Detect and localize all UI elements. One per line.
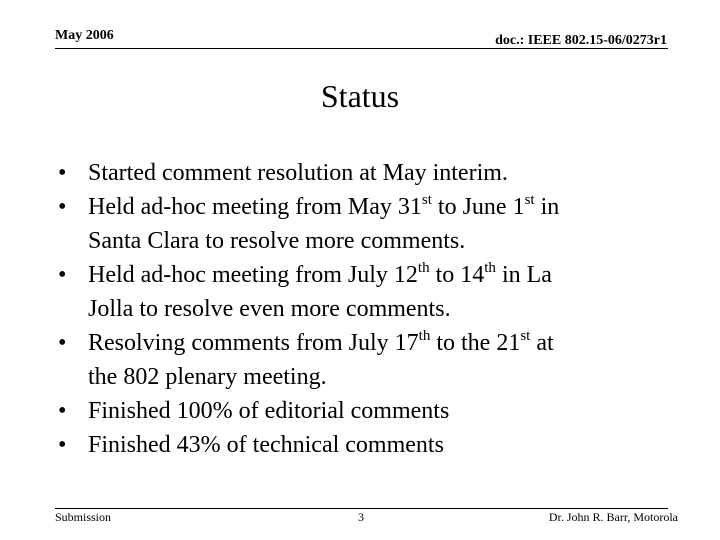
ordinal-suffix: st	[524, 192, 535, 208]
bullet-line	[88, 190, 678, 224]
bullet-text: Santa Clara to resolve more comments.	[88, 228, 466, 254]
bullet-text: Held ad-hoc meeting from July 12	[88, 262, 418, 288]
bullet-text: Jolla to resolve even more comments.	[88, 296, 451, 322]
bullet-line	[88, 292, 678, 326]
bullet-dot-icon: •	[58, 398, 67, 424]
bullet-text: the 802 plenary meeting.	[88, 364, 327, 390]
bullet-text: Resolving comments from July 17	[88, 330, 419, 356]
header-doc-id: doc.: IEEE 802.15-06/0273r1	[495, 33, 667, 48]
bullet-line	[88, 224, 678, 258]
bullet-line	[88, 258, 678, 292]
bullet-text: in La	[495, 262, 552, 288]
bullet-item	[58, 258, 678, 326]
bullet-text: Finished 100% of editorial comments	[88, 398, 450, 424]
bullet-item	[58, 394, 678, 428]
bullet-line	[88, 394, 678, 428]
bullet-dot-icon: •	[58, 160, 67, 186]
ordinal-suffix: th	[417, 260, 430, 276]
header-date: May 2006	[55, 28, 114, 43]
bullet-item	[58, 190, 678, 258]
ordinal-suffix: th	[484, 260, 496, 276]
bullet-dot-icon: •	[58, 330, 67, 356]
bullet-line	[88, 326, 678, 360]
bullet-text: to 14	[429, 262, 485, 288]
bullet-text: at	[530, 330, 554, 356]
bullet-text: in	[534, 194, 560, 220]
bullet-text: Finished 43% of technical comments	[88, 432, 444, 458]
bullet-line	[88, 360, 678, 394]
bullet-line	[88, 156, 678, 190]
ordinal-suffix: st	[520, 328, 531, 344]
slide-title: Status	[320, 78, 400, 114]
bullet-item	[58, 156, 678, 190]
ordinal-suffix: st	[421, 192, 432, 208]
bullet-dot-icon: •	[58, 262, 67, 288]
footer-divider	[55, 508, 668, 509]
bullet-dot-icon: •	[58, 194, 67, 220]
bullet-list	[58, 156, 678, 462]
ordinal-suffix: th	[418, 328, 431, 344]
bullet-item	[58, 326, 678, 394]
bullet-text: to June 1	[431, 194, 525, 220]
header-divider	[55, 48, 668, 49]
footer-page-number: 3	[358, 510, 364, 524]
bullet-text: to the 21	[430, 330, 521, 356]
bullet-dot-icon: •	[58, 432, 67, 458]
bullet-item	[58, 428, 678, 462]
footer-submission: Submission	[55, 510, 112, 524]
footer-author: Dr. John R. Barr, Motorola	[548, 510, 678, 524]
bullet-line	[88, 428, 678, 462]
bullet-text: Held ad-hoc meeting from May 31	[88, 194, 422, 220]
bullet-text: Started comment resolution at May interim.	[88, 160, 508, 186]
